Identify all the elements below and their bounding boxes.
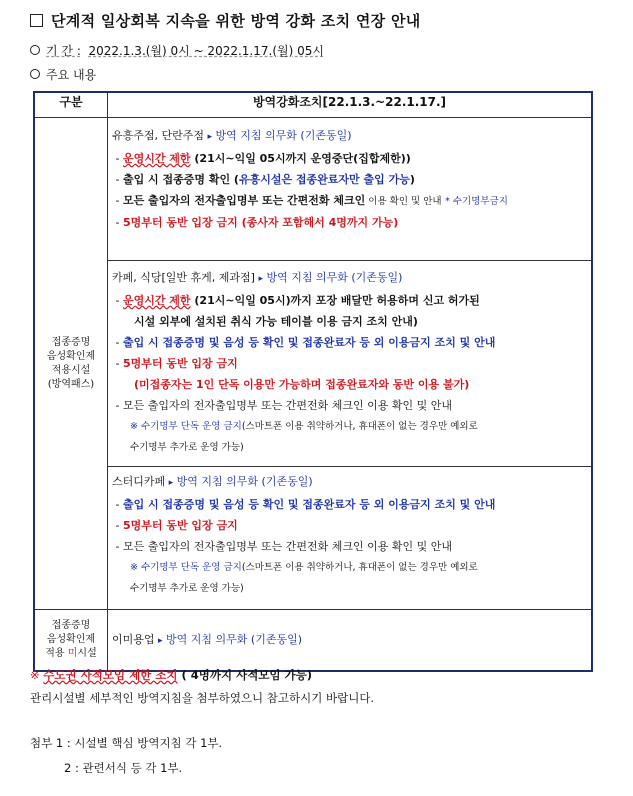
cafe-note-2: 수기명부 추가로 운영 가능): [130, 442, 244, 453]
group-label-line: 음성확인제: [46, 350, 96, 362]
main-points-label: 주요 내용: [46, 68, 97, 82]
triangle-icon: ▸: [158, 635, 163, 646]
private-gathering-note: [30, 667, 312, 683]
period-value: 2022.1.3.(월) 0시 ~ 2022.1.17.(월) 05시: [88, 44, 324, 58]
cafe-heading: 카페, 식당[일반 휴게, 제과점] ▸ 방역 지침 의무화 (기존동일): [112, 271, 403, 284]
note-red-text: 수도권 사적모임 제한 조치: [43, 668, 178, 682]
study-line-1: - 출입 시 접종증명 및 음성 등 확인 및 접종완료자 등 외 이용금지 조치 및 안내: [112, 498, 496, 511]
group-label-line: 적용 미시설: [45, 648, 97, 659]
note-rest-text: ( 4명까지 사적모임 가능): [177, 668, 313, 682]
table-row: [34, 261, 592, 467]
cafe-line-3: - 5명부터 동반 입장 금지: [112, 357, 238, 370]
period-label: 기 간 :: [46, 44, 81, 58]
pub-line-1: - 운영시간 제한 (21시~익일 05시까지 운영중단(집합제한)): [112, 152, 411, 165]
triangle-icon: ▸: [207, 132, 213, 142]
group-label-line: 접종증명: [51, 336, 91, 348]
table-row: [34, 467, 592, 610]
barber-heading: 이미용업 ▸ 방역 지침 의무화 (기존동일): [112, 632, 303, 646]
header-measures: 방역강화조치[22.1.3.~22.1.17.]: [108, 92, 593, 118]
attachment-2: 2 : 관련서식 등 각 1부.: [64, 761, 183, 775]
triangle-icon: ▸: [168, 478, 174, 488]
group-label-line: 적용시설: [51, 364, 91, 376]
pub-line-3: - 모든 출입자의 전자출입명부 또는 간편전화 체크인 이용 확인 및 안내 * 수기명부금지: [112, 194, 508, 207]
study-heading: 스터디카페 ▸ 방역 지침 의무화 (기존동일): [112, 475, 313, 488]
cafe-cell: [108, 261, 593, 467]
measures-table: [33, 91, 593, 672]
pub-line-2: - 출입 시 접종증명 확인 (유흥시설은 접종완료자만 출입 가능): [112, 173, 415, 186]
document-title: [30, 10, 421, 31]
group-label-line: (방역패스): [47, 378, 95, 390]
cafe-line-1b: 시설 외부에 설치된 취식 가능 테이블 이용 금지 조치 안내): [134, 315, 418, 328]
study-cafe-cell: [108, 467, 593, 610]
study-note-1: ※ 수기명부 단독 운영 금지(스마트폰 이용 취약하거나, 휴대폰이 없는 경우만 예외로: [130, 562, 478, 573]
cafe-line-4: - 모든 출입자의 전자출입명부 또는 간편전화 체크인 이용 확인 및 안내: [112, 399, 452, 412]
table-row: [34, 118, 592, 261]
table-header-row: [34, 92, 592, 118]
study-note-2: 수기명부 추가로 운영 가능): [130, 583, 244, 594]
main-points-line: [30, 66, 96, 83]
triangle-icon: ▸: [258, 274, 263, 284]
cafe-note-1: ※ 수기명부 단독 운영 금지(스마트폰 이용 취약하거나, 휴대폰이 없는 경우만 예외로: [130, 421, 478, 432]
cafe-line-1: - 운영시간 제한 (21시~익일 05시)까지 포장 배달만 허용하며 신고 허가된: [112, 294, 480, 307]
title-text: 단계적 일상회복 지속을 위한 방역 강화 조치 연장 안내: [51, 12, 421, 30]
study-line-3: - 모든 출입자의 전자출입명부 또는 간편전화 체크인 이용 확인 및 안내: [112, 540, 452, 553]
attachment-1: 첨부 1 : 시설별 핵심 방역지침 각 1부.: [30, 736, 223, 750]
guideline-note: 관리시설별 세부적인 방역지침을 첨부하였으니 참고하시기 바랍니다.: [30, 691, 375, 705]
group-pass-facilities: [34, 118, 108, 610]
pub-cell: [108, 118, 593, 261]
square-bullet-icon: [30, 14, 43, 27]
circle-bullet-icon: [30, 45, 40, 55]
group-label-line: 음성확인제: [46, 634, 96, 645]
barber-cell: [108, 610, 593, 672]
table-row: [34, 610, 592, 672]
note-mark: ※: [30, 668, 40, 682]
cafe-line-3b: (미접종자는 1인 단독 이용만 가능하며 접종완료자와 동반 이용 불가): [134, 378, 470, 391]
circle-bullet-icon: [30, 69, 40, 79]
group-label-line: 접종증명: [51, 620, 91, 631]
group-non-pass-facilities: [34, 610, 108, 672]
header-category: 구분: [34, 92, 108, 118]
pub-line-4: - 5명부터 동반 입장 금지 (종사자 포함해서 4명까지 가능): [112, 216, 399, 229]
pub-heading: 유흥주점, 단란주점 ▸ 방역 지침 의무화 (기존동일): [112, 129, 352, 142]
cafe-line-2: - 출입 시 접종증명 및 음성 등 확인 및 접종완료자 등 외 이용금지 조치 및 안내: [112, 336, 496, 349]
period-line: [30, 42, 324, 59]
study-line-2: - 5명부터 동반 입장 금지: [112, 519, 238, 532]
